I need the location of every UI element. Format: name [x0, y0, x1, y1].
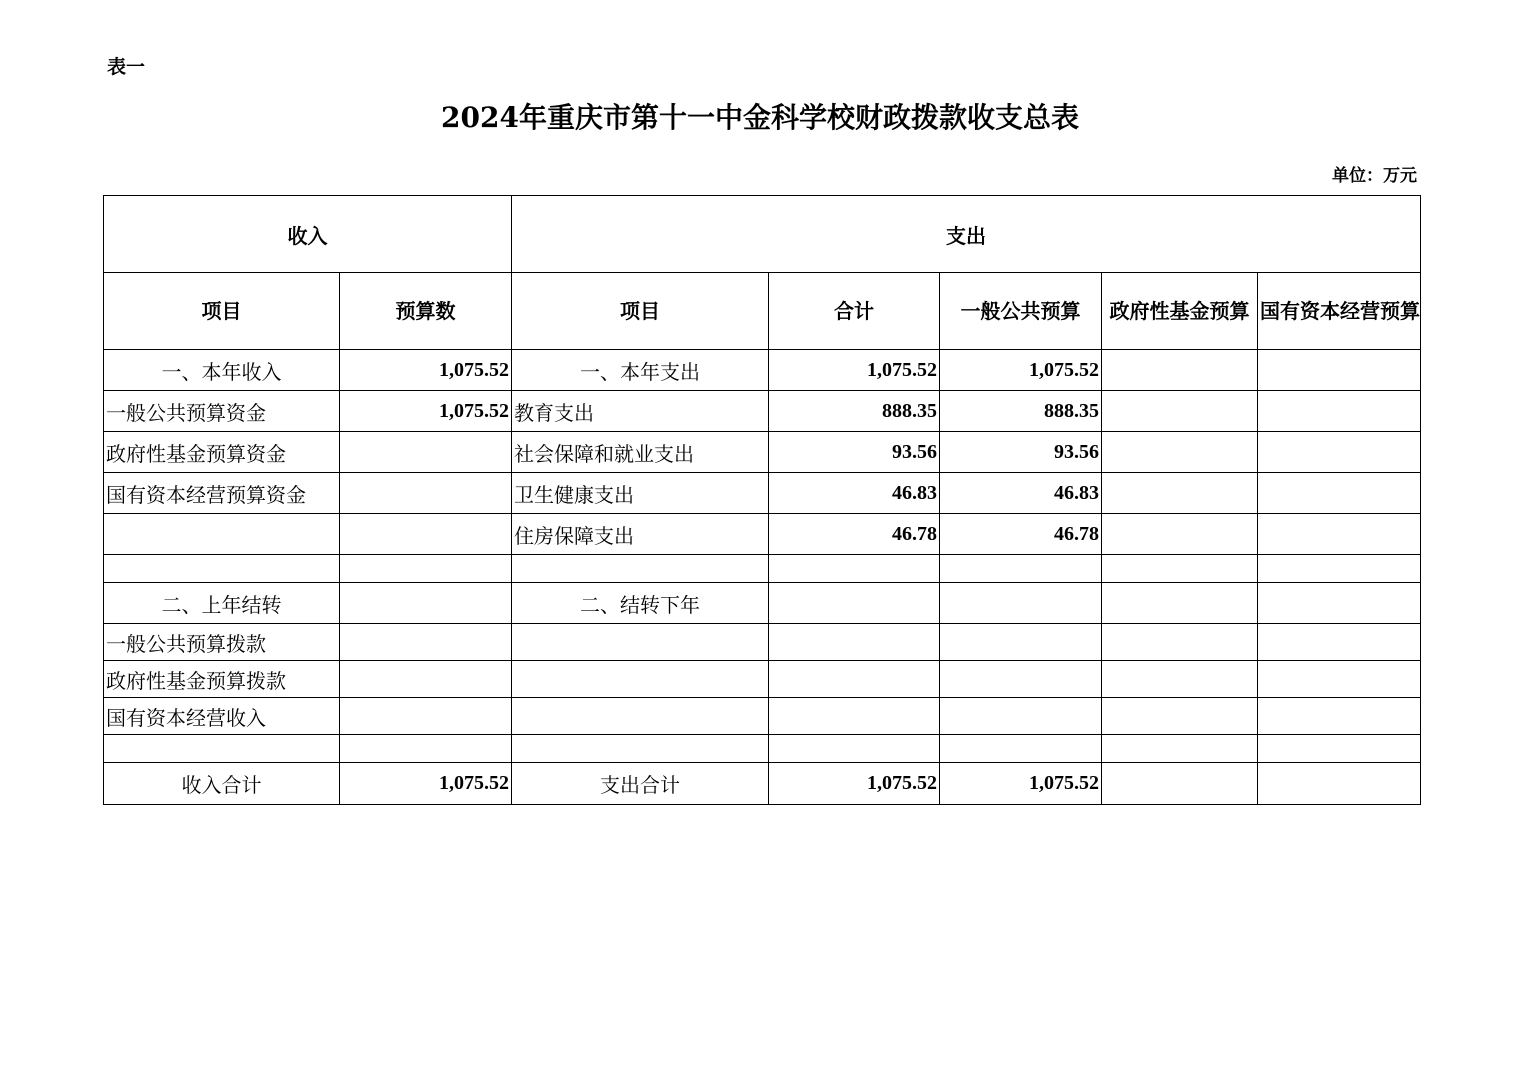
- expense-total-value: 1,075.52: [769, 763, 940, 805]
- gov-fund-cell: [1102, 514, 1258, 555]
- section-header-row: [104, 196, 1421, 273]
- general-public-cell: [940, 583, 1102, 624]
- table-row: [104, 391, 1421, 432]
- income-item-cell: 一、本年收入: [104, 350, 340, 391]
- total-cell: 1,075.52: [769, 350, 940, 391]
- budget-table: [103, 195, 1421, 805]
- income-item-cell: 国有资本经营收入: [104, 698, 340, 735]
- income-budget-cell: [340, 624, 512, 661]
- table-row: [104, 624, 1421, 661]
- income-budget-cell: [340, 473, 512, 514]
- col-gov-fund: 政府性基金预算: [1102, 273, 1258, 350]
- income-budget-cell: [340, 661, 512, 698]
- total-cell: [769, 555, 940, 583]
- expense-item-cell: 二、结转下年: [512, 583, 769, 624]
- state-capital-cell: [1258, 661, 1421, 698]
- gov-fund-cell: [1102, 350, 1258, 391]
- general-public-cell: 46.83: [940, 473, 1102, 514]
- total-cell: 46.83: [769, 473, 940, 514]
- state-capital-cell: [1258, 350, 1421, 391]
- gov-fund-cell: [1102, 735, 1258, 763]
- state-capital-cell: [1258, 555, 1421, 583]
- total-cell: 888.35: [769, 391, 940, 432]
- gov-fund-cell: [1102, 432, 1258, 473]
- expense-item-cell: 教育支出: [512, 391, 769, 432]
- general-public-cell: 46.78: [940, 514, 1102, 555]
- income-budget-cell: [340, 698, 512, 735]
- table-row: [104, 514, 1421, 555]
- total-cell: 93.56: [769, 432, 940, 473]
- total-cell: [769, 661, 940, 698]
- general-public-cell: 93.56: [940, 432, 1102, 473]
- expense-item-cell: 社会保障和就业支出: [512, 432, 769, 473]
- gov-fund-cell: [1102, 583, 1258, 624]
- income-item-cell: 国有资本经营预算资金: [104, 473, 340, 514]
- table-row: [104, 661, 1421, 698]
- totals-row: [104, 763, 1421, 805]
- expense-item-cell: 一、本年支出: [512, 350, 769, 391]
- col-total: 合计: [769, 273, 940, 350]
- expense-item-cell: [512, 698, 769, 735]
- income-item-cell: 一般公共预算拨款: [104, 624, 340, 661]
- column-header-row: [104, 273, 1421, 350]
- table-row: [104, 350, 1421, 391]
- gov-fund-cell: [1102, 555, 1258, 583]
- col-income-item: 项目: [104, 273, 340, 350]
- col-income-budget: 预算数: [340, 273, 512, 350]
- gov-fund-cell: [1102, 391, 1258, 432]
- unit-label: 单位：万元: [1332, 166, 1417, 186]
- col-general-public: 一般公共预算: [940, 273, 1102, 350]
- income-item-cell: [104, 555, 340, 583]
- expense-section-header: 支出: [512, 196, 1421, 273]
- income-budget-cell: 1,075.52: [340, 391, 512, 432]
- income-item-cell: 政府性基金预算资金: [104, 432, 340, 473]
- expense-item-cell: [512, 624, 769, 661]
- gov-fund-cell: [1102, 698, 1258, 735]
- state-capital-cell: [1258, 432, 1421, 473]
- income-budget-cell: [340, 555, 512, 583]
- table-label: 表一: [107, 56, 146, 78]
- expense-item-cell: 住房保障支出: [512, 514, 769, 555]
- expense-item-cell: [512, 555, 769, 583]
- page-title: 2024年重庆市第十一中金科学校财政拨款收支总表: [441, 101, 1079, 134]
- gov-fund-cell: [1102, 473, 1258, 514]
- income-budget-cell: [340, 735, 512, 763]
- general-public-cell: [940, 661, 1102, 698]
- income-total-label: 收入合计: [104, 763, 340, 805]
- state-capital-total-value: [1258, 763, 1421, 805]
- general-public-cell: 1,075.52: [940, 350, 1102, 391]
- gov-fund-cell: [1102, 624, 1258, 661]
- income-budget-cell: [340, 432, 512, 473]
- table-row: [104, 583, 1421, 624]
- state-capital-cell: [1258, 698, 1421, 735]
- state-capital-cell: [1258, 583, 1421, 624]
- expense-total-label: 支出合计: [512, 763, 769, 805]
- general-public-cell: [940, 555, 1102, 583]
- income-item-cell: [104, 514, 340, 555]
- total-cell: 46.78: [769, 514, 940, 555]
- income-section-header: 收入: [104, 196, 512, 273]
- col-expense-item: 项目: [512, 273, 769, 350]
- state-capital-cell: [1258, 473, 1421, 514]
- table-row: [104, 432, 1421, 473]
- expense-item-cell: 卫生健康支出: [512, 473, 769, 514]
- income-total-value: 1,075.52: [340, 763, 512, 805]
- gov-fund-total-value: [1102, 763, 1258, 805]
- general-public-cell: [940, 624, 1102, 661]
- expense-item-cell: [512, 661, 769, 698]
- state-capital-cell: [1258, 514, 1421, 555]
- income-budget-cell: [340, 514, 512, 555]
- table-row: [104, 735, 1421, 763]
- general-public-cell: [940, 698, 1102, 735]
- state-capital-cell: [1258, 624, 1421, 661]
- state-capital-cell: [1258, 391, 1421, 432]
- income-item-cell: 二、上年结转: [104, 583, 340, 624]
- total-cell: [769, 624, 940, 661]
- table-row: [104, 473, 1421, 514]
- general-public-total-value: 1,075.52: [940, 763, 1102, 805]
- total-cell: [769, 583, 940, 624]
- total-cell: [769, 698, 940, 735]
- col-state-capital: 国有资本经营预算: [1258, 273, 1421, 350]
- income-item-cell: 一般公共预算资金: [104, 391, 340, 432]
- income-budget-cell: [340, 583, 512, 624]
- income-budget-cell: 1,075.52: [340, 350, 512, 391]
- income-item-cell: [104, 735, 340, 763]
- expense-item-cell: [512, 735, 769, 763]
- general-public-cell: [940, 735, 1102, 763]
- gov-fund-cell: [1102, 661, 1258, 698]
- income-item-cell: 政府性基金预算拨款: [104, 661, 340, 698]
- general-public-cell: 888.35: [940, 391, 1102, 432]
- table-row: [104, 555, 1421, 583]
- table-row: [104, 698, 1421, 735]
- total-cell: [769, 735, 940, 763]
- state-capital-cell: [1258, 735, 1421, 763]
